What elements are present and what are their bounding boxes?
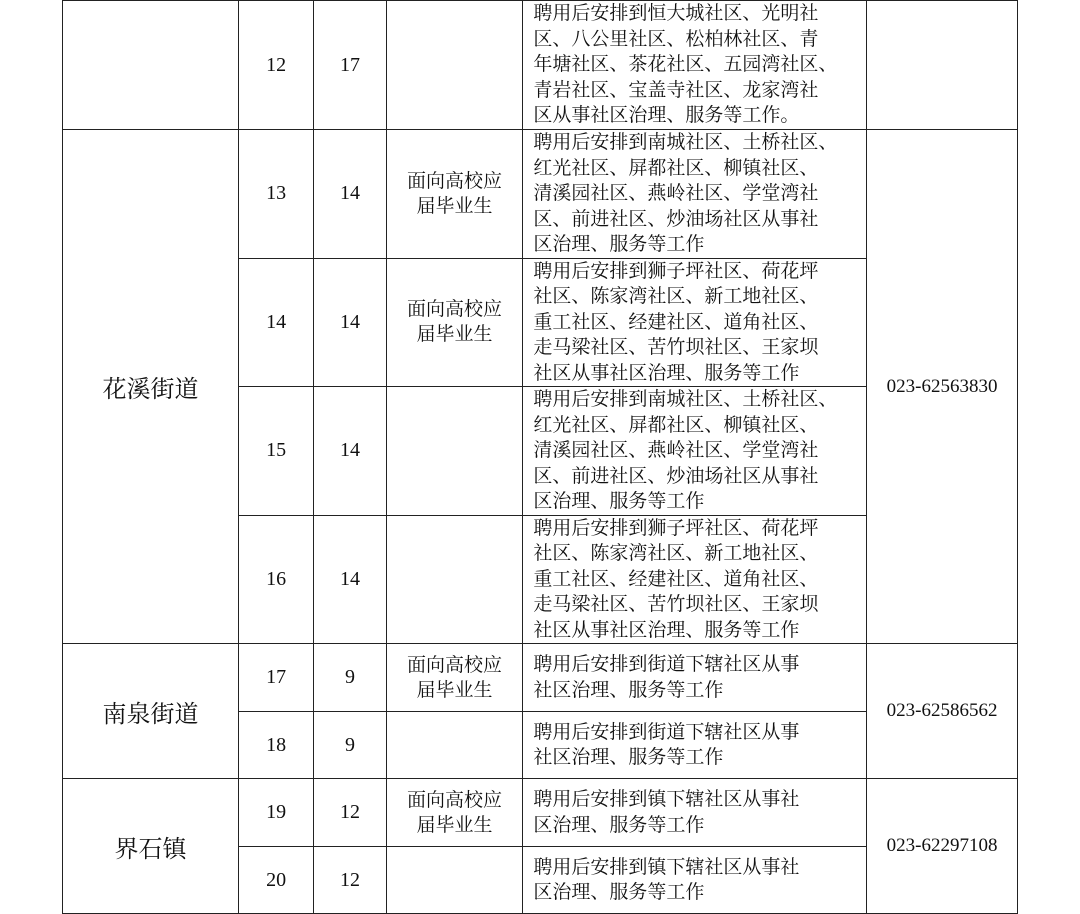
position-number: 16 [238, 515, 313, 644]
contact-phone: 023-62563830 [867, 130, 1018, 644]
duty-line: 红光社区、屏都社区、柳镇社区、 [533, 413, 819, 436]
table-row [63, 130, 1018, 259]
hire-count: 14 [314, 130, 386, 259]
duty-line: 聘用后安排到恒大城社区、光明社 [533, 2, 819, 25]
duty-line: 区治理、服务等工作 [533, 233, 705, 255]
duty-description [523, 1, 867, 130]
table-row [63, 1, 1018, 130]
position-number: 14 [238, 258, 313, 387]
requirement-line: 面向高校应 [407, 788, 503, 811]
duty-line: 社区治理、服务等工作 [533, 678, 724, 701]
phone-cell-empty [867, 1, 1018, 130]
department-name: 花溪街道 [63, 130, 239, 644]
duty-line: 红光社区、屏都社区、柳镇社区、 [533, 156, 819, 179]
requirement-line: 面向高校应 [407, 298, 503, 321]
requirement-cell [386, 387, 523, 516]
table-row [63, 644, 1018, 712]
duty-line: 社区从事社区治理、服务等工作 [533, 618, 800, 641]
hire-count: 14 [314, 515, 386, 644]
duty-line: 社区从事社区治理、服务等工作 [533, 361, 800, 384]
requirement-line: 面向高校应 [407, 653, 503, 676]
duty-line: 区治理、服务等工作 [533, 490, 705, 512]
duty-line: 年塘社区、茶花社区、五园湾社区、 [533, 53, 838, 76]
requirement-cell [386, 644, 523, 712]
duty-line: 区、前进社区、炒油场社区从事社 [533, 207, 819, 230]
duty-description [523, 847, 867, 914]
requirement-line: 届毕业生 [416, 678, 493, 701]
duty-line: 区、八公里社区、松柏林社区、青 [533, 27, 819, 50]
requirement-line: 届毕业生 [416, 813, 493, 836]
hire-count: 12 [314, 847, 386, 914]
duty-line: 聘用后安排到镇下辖社区从事社 [533, 788, 800, 810]
department-name: 南泉街道 [63, 644, 239, 779]
contact-phone: 023-62586562 [867, 644, 1018, 779]
duty-line: 社区、陈家湾社区、新工地社区、 [533, 542, 819, 564]
hire-count: 9 [314, 712, 386, 779]
department-name: 界石镇 [63, 779, 239, 914]
duty-line: 重工社区、经建社区、道角社区、 [533, 567, 819, 590]
table-row [63, 779, 1018, 847]
position-number: 19 [238, 779, 313, 847]
duty-line: 社区治理、服务等工作 [533, 746, 724, 768]
hire-count: 12 [314, 779, 386, 847]
duty-line: 聘用后安排到街道下辖社区从事 [533, 720, 800, 743]
duty-line: 走马梁社区、苦竹坝社区、王家坝 [533, 336, 819, 358]
position-number: 15 [238, 387, 313, 516]
duty-description [523, 387, 867, 516]
requirement-cell [386, 712, 523, 779]
duty-line: 聘用后安排到南城社区、土桥社区、 [533, 131, 838, 153]
duty-line: 走马梁社区、苦竹坝社区、王家坝 [533, 593, 819, 615]
duty-line: 聘用后安排到狮子坪社区、荷花坪 [533, 516, 819, 539]
recruitment-table [62, 0, 1018, 914]
requirement-line: 面向高校应 [407, 169, 503, 192]
hire-count: 14 [314, 387, 386, 516]
requirement-line: 届毕业生 [416, 323, 493, 346]
hire-count: 17 [314, 1, 386, 130]
requirement-cell [386, 515, 523, 644]
requirement-cell [386, 779, 523, 847]
position-number: 12 [238, 1, 313, 130]
duty-line: 区治理、服务等工作 [533, 881, 705, 903]
hire-count: 9 [314, 644, 386, 712]
requirement-line: 届毕业生 [416, 194, 493, 217]
duty-line: 区、前进社区、炒油场社区从事社 [533, 464, 819, 487]
duty-line: 重工社区、经建社区、道角社区、 [533, 310, 819, 333]
duty-line: 区从事社区治理、服务等工作。 [533, 104, 800, 127]
position-number: 18 [238, 712, 313, 779]
duty-description [523, 644, 867, 712]
requirement-cell [386, 847, 523, 914]
duty-line: 清溪园社区、燕岭社区、学堂湾社 [533, 439, 819, 461]
requirement-cell [386, 258, 523, 387]
duty-line: 社区、陈家湾社区、新工地社区、 [533, 285, 819, 307]
contact-phone: 023-62297108 [867, 779, 1018, 914]
duty-line: 聘用后安排到南城社区、土桥社区、 [533, 388, 838, 410]
duty-line: 聘用后安排到街道下辖社区从事 [533, 653, 800, 675]
duty-line: 聘用后安排到狮子坪社区、荷花坪 [533, 259, 819, 282]
duty-line: 区治理、服务等工作 [533, 813, 705, 836]
duty-line: 清溪园社区、燕岭社区、学堂湾社 [533, 182, 819, 204]
duty-description [523, 779, 867, 847]
position-number: 17 [238, 644, 313, 712]
duty-description [523, 258, 867, 387]
position-number: 13 [238, 130, 313, 259]
duty-line: 聘用后安排到镇下辖社区从事社 [533, 855, 800, 878]
requirement-cell [386, 130, 523, 259]
position-number: 20 [238, 847, 313, 914]
duty-description [523, 712, 867, 779]
duty-description [523, 515, 867, 644]
dept-cell-empty [63, 1, 239, 130]
duty-description [523, 130, 867, 259]
hire-count: 14 [314, 258, 386, 387]
duty-line: 青岩社区、宝盖寺社区、龙家湾社 [533, 78, 819, 101]
requirement-cell [386, 1, 523, 130]
